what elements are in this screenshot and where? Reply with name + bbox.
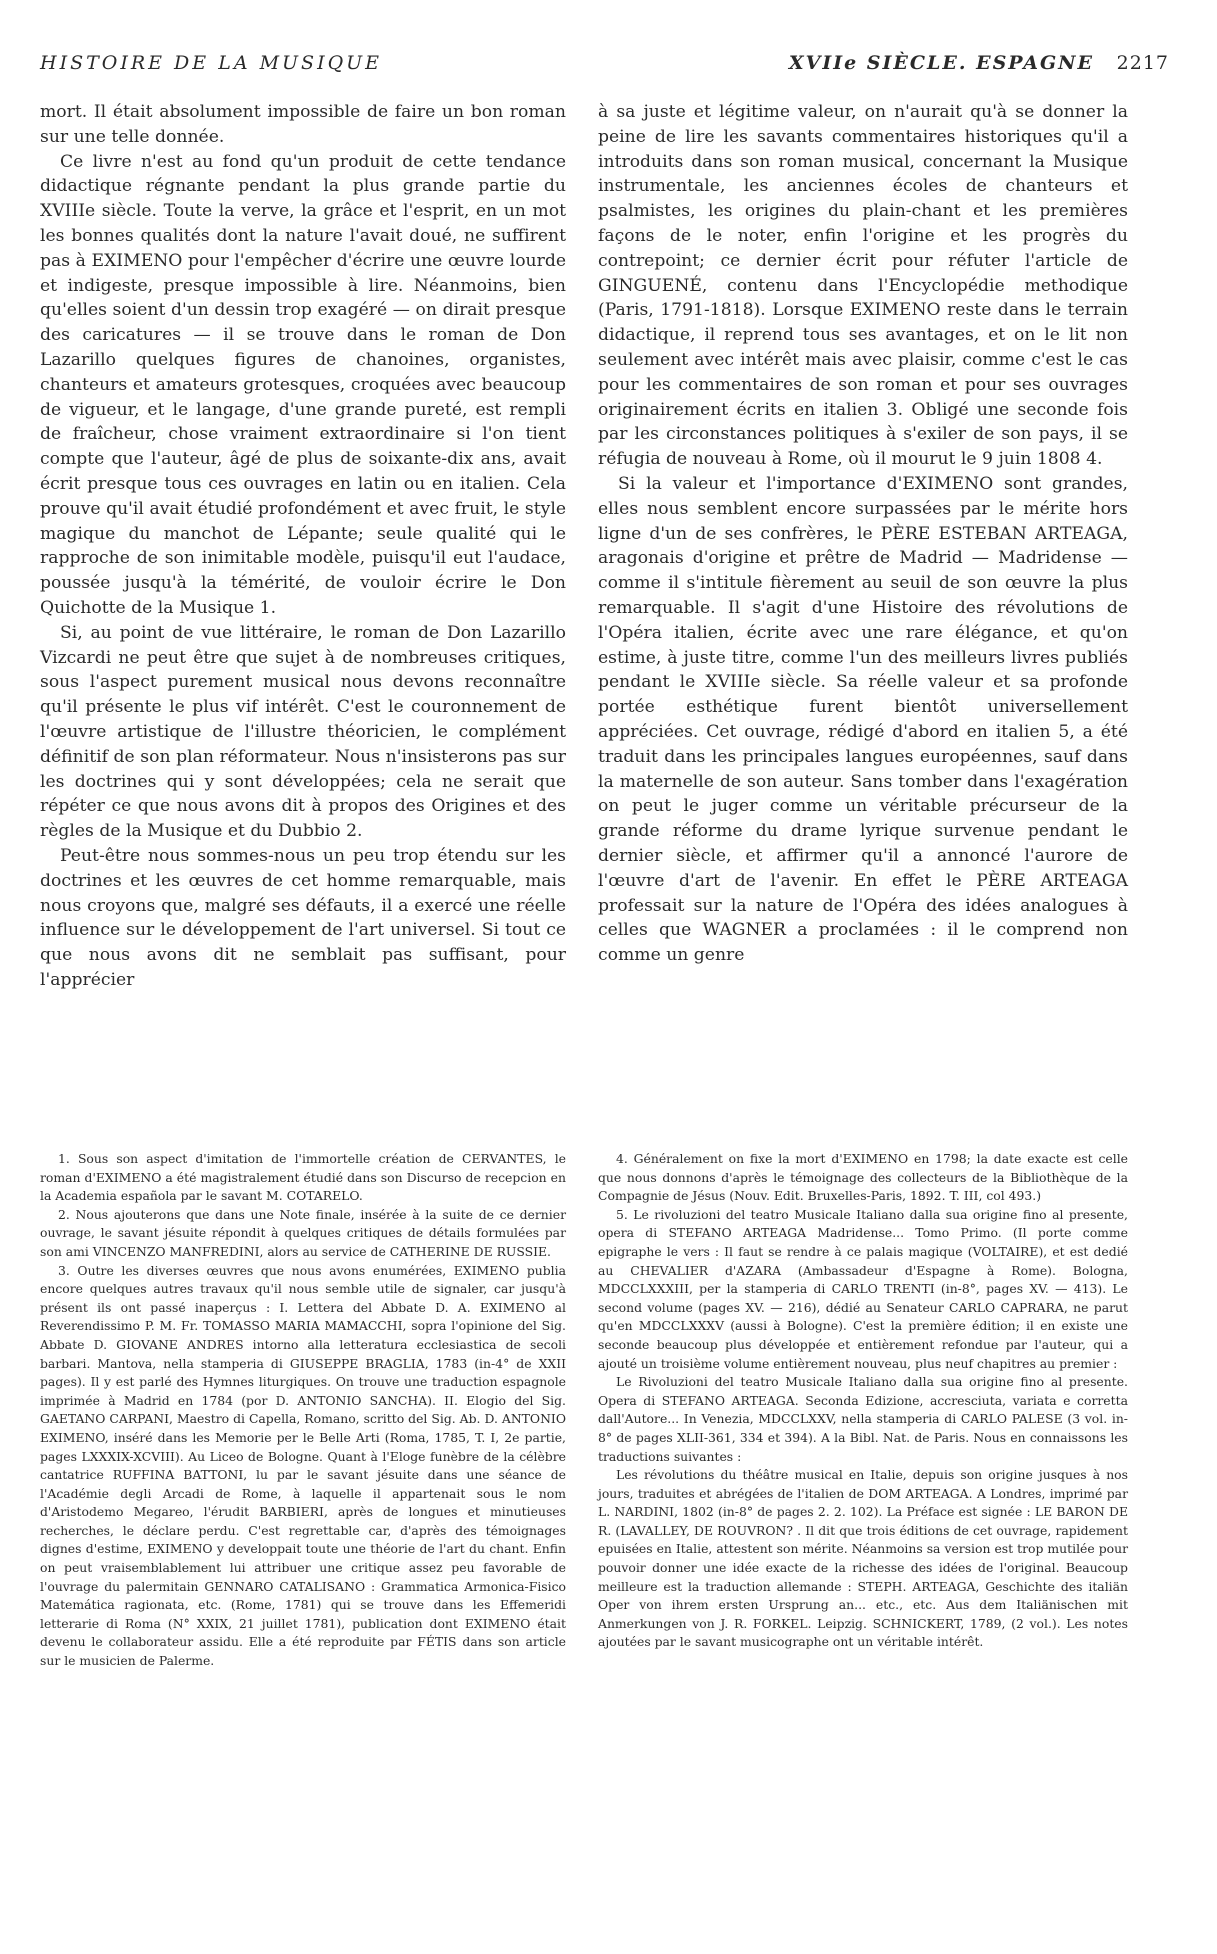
paragraph: Si la valeur et l'importance d'EXIMENO sont grandes, elles nous semblent encore surpassées par le mérite hors ligne d'un de ses confrères, le PÈRE ESTEBAN ARTEAGA, aragonais d'origine et prêtre de Madrid — Madridense — comme il s'intitule fièrement au seuil de son œuvre la plus remarquable. Il s'agit d'une Histoire des révolutions de l'Opéra italien, écrite avec une rare élégance, et qu'on estime, à juste titre, comme l'un des meilleurs livres publiés pendant le XVIIIe siècle. Sa réelle valeur et sa profonde portée esthétique furent bientôt universellement appréciées. Cet ouvrage, rédigé d'abord en italien 5, a été traduit dans les principales langues européennes, sauf dans la maternelle de son auteur. Sans tomber dans l'exagération on peut le juger comme un véritable précurseur de la grande réforme du drame lyrique survenue pendant le dernier siècle, et affirmer qu'il a annoncé l'aurore de l'œuvre d'art de l'avenir. En effet le PÈRE ARTEAGA professait sur la nature de l'Opéra des idées analogues à celles que WAGNER a proclamées : il le comprend non comme un genre bbox=[598, 473, 1128, 966]
paragraph: mort. Il était absolument impossible de faire un bon roman sur une telle donnée. bbox=[40, 102, 566, 147]
footnote: 5. Le rivoluzioni del teatro Musicale Italiano dalla sua origine fino al presente, opera di STEFANO ARTEAGA Madridense... Tomo Primo. (Il porte comme epigraphe le vers : Il faut se rendre à ce palais magique (VOLTAIRE), et est dedié au CHEVALIER d'AZARA (Ambassadeur d'Espagne à Rome). Bologna, MDCCLXXXIII, per la stamperia di CARLO TRENTI (in-8°, pages XV. — 413). Le second volume (pages XV. — 216), dédié au Senateur CARLO CAPRARA, ne parut qu'en MDCCLXXXV (aussi à Bologne). C'est la première édition; il en existe une seconde beaucoup plus développée et entièrement refondue par l'auteur, qui a ajouté un troisième volume entièrement nouveau, plus neuf chapitres au premier : bbox=[598, 1206, 1128, 1371]
running-header bbox=[40, 52, 1169, 82]
footnotes-right bbox=[598, 1150, 1128, 1652]
footnote: 1. Sous son aspect d'imitation de l'immortelle création de CERVANTES, le roman d'EXIMENO a été magistralement étudié dans son Discurso de recepcion en la Academia española par le savant M. COTARELO. bbox=[40, 1151, 566, 1204]
right-column bbox=[598, 100, 1128, 968]
header-title: HISTOIRE DE LA MUSIQUE bbox=[40, 52, 383, 74]
footnote: 3. Outre les diverses œuvres que nous avons enumérées, EXIMENO publia encore quelques autres travaux qu'il nous semble utile de signaler, car jusqu'à présent ils ont passé inaperçus : I. Lettera del Abbate D. A. EXIMENO al Reverendissimo P. M. Fr. TOMASSO MARIA MAMACCHI, sopra l'opinione del Sig. Abbate D. GIOVANE ANDRES intorno alla letteratura ecclesiastica de secoli barbari. Mantova, nella stamperia di GIUSEPPE BRAGLIA, 1783 (in-4° de XXII pages). Il y est parlé des Hymnes liturgiques. On trouve une traduction espagnole imprimée à Madrid en 1784 (por D. ANTONIO SANCHA). II. Elogio del Sig. GAETANO CARPANI, Maestro di Capella, Romano, scritto del Sig. Ab. D. ANTONIO EXIMENO, inséré dans les Memorie per le Belle Arti (Roma, 1785, T. I, 2e partie, pages LXXXIX-XCVIII). Au Liceo de Bologne. Quant à l'Eloge funèbre de la célèbre cantatrice RUFFINA BATTONI, lu par le savant jésuite dans une séance de l'Académie degli Arcadi de Rome, à laquelle il appartenait sous le nom d'Aristodemo Megareo, l'érudit BARBIERI, après de longues et minutieuses recherches, le déclare perdu. C'est regrettable car, d'après des témoignages dignes d'estime, EXIMENO y developpait toute une théorie de l'art du chant. Enfin on peut vraisemblablement lui attribuer une critique assez peu favorable de l'ouvrage du palermitain GENNARO CATALISANO : Grammatica Armonica-Fisico Matemática ragionata, etc. (Rome, 1781) qui se trouve dans les Effemeridi letterarie di Roma (N° XXIX, 21 juillet 1781), publication dont EXIMENO était devenu le collaborateur assidu. Elle a été reproduite par FÉTIS dans son article sur le musicien de Palerme. bbox=[40, 1262, 566, 1669]
paragraph: Si, au point de vue littéraire, le roman de Don Lazarillo Vizcardi ne peut être que sujet à de nombreuses critiques, sous l'aspect purement musical nous devons reconnaître qu'il présente le plus vif intérêt. C'est le couronnement de l'œuvre artistique de l'illustre théoricien, le complément définitif de son plan réformateur. Nous n'insisterons pas sur les doctrines qui y sont développées; cela ne serait que répéter ce que nous avons dit à propos des Origines et des règles de la Musique et du Dubbio 2. bbox=[40, 622, 566, 842]
paragraph: Peut-être nous sommes-nous un peu trop étendu sur les doctrines et les œuvres de cet homme remarquable, mais nous croyons que, malgré ses défauts, il a exercé une réelle influence sur le développement de l'art universel. Si tout ce que nous avons dit ne semblait pas suffisant, pour l'apprécier bbox=[40, 845, 566, 990]
footnote: 2. Nous ajouterons que dans une Note finale, insérée à la suite de ce dernier ouvrage, le savant jésuite répondit à quelques critiques de détails formulées par son ami VINCENZO MANFREDINI, alors au service de CATHERINE DE RUSSIE. bbox=[40, 1206, 566, 1259]
header-section-label: XVIIe SIÈCLE. ESPAGNE bbox=[788, 52, 1095, 74]
header-section bbox=[789, 52, 1169, 74]
footnotes-left bbox=[40, 1150, 566, 1671]
paragraph: à sa juste et légitime valeur, on n'aurait qu'à se donner la peine de lire les savants commentaires historiques qu'il a introduits dans son roman musical, concernant la Musique instrumentale, les anciennes écoles de chanteurs et psalmistes, les origines du plain-chant et les premières façons de le noter, enfin l'origine et les progrès du contrepoint; ce dernier écrit pour réfuter l'article de GINGUENÉ, contenu dans l'Encyclopédie methodique (Paris, 1791-1818). Lorsque EXIMENO reste dans le terrain didactique, il reprend tous ses avantages, et on le lit non seulement avec intérêt mais avec plaisir, comme c'est le cas pour les commentaires de son roman et pour ses ouvrages originairement écrits en italien 3. Obligé une seconde fois par les circonstances politiques à s'exiler de son pays, il se réfugia de nouveau à Rome, où il mourut le 9 juin 1808 4. bbox=[598, 102, 1128, 470]
left-column bbox=[40, 100, 566, 993]
footnote: 4. Généralement on fixe la mort d'EXIMENO en 1798; la date exacte est celle que nous donnons d'après le témoignage des collecteurs de la Bibliothèque de la Compagnie de Jésus (Nouv. Edit. Bruxelles-Paris, 1892. T. III, col 493.) bbox=[598, 1151, 1128, 1204]
paragraph: Ce livre n'est au fond qu'un produit de cette tendance didactique régnante pendant la plus grande partie du XVIIIe siècle. Toute la verve, la grâce et l'esprit, en un mot les bonnes qualités dont la nature l'avait doué, ne suffirent pas à EXIMENO pour l'empêcher d'écrire une œuvre lourde et indigeste, presque impossible à lire. Néanmoins, bien qu'elles soient d'un dessin trop exagéré — on dirait presque des caricatures — il se trouve dans le roman de Don Lazarillo quelques figures de chanoines, organistes, chanteurs et amateurs grotesques, croquées avec beaucoup de vigueur, et le langage, d'une grande pureté, est rempli de fraîcheur, chose vraiment extraordinaire si l'on tient compte que l'auteur, âgé de plus de soixante-dix ans, avait écrit presque tous ces ouvrages en latin ou en italien. Cela prouve qu'il avait étudié profondément et avec fruit, le style magique du manchot de Lépante; seule qualité qui le rapproche de son inimitable modèle, puisqu'il eut l'audace, poussée jusqu'à la témérité, de vouloir écrire le Don Quichotte de la Musique 1. bbox=[40, 151, 566, 618]
footnote: Le Rivoluzioni del teatro Musicale Italiano dalla sua origine fino al presente. Opera di STEFANO ARTEAGA. Seconda Edizione, accresciuta, variata e corretta dall'Autore... In Venezia, MDCCLXXV, nella stamperia di CARLO PALESE (3 vol. in-8° de pages XLII-361, 334 et 394). A la Bibl. Nat. de Paris. Nous en connaissons les traductions suivantes : bbox=[598, 1374, 1128, 1464]
page-number: 2217 bbox=[1116, 52, 1169, 74]
footnote: Les révolutions du théâtre musical en Italie, depuis son origine jusques à nos jours, traduites et abrégées de l'italien de DOM ARTEAGA. A Londres, imprimé par L. NARDINI, 1802 (in-8° de pages 2. 2. 102). La Préface est signée : LE BARON DE R. (LAVALLEY, DE ROUVRON? . Il dit que trois éditions de cet ouvrage, rapidement epuisées en Italie, attestent son mérite. Néanmoins sa version est trop mutilée pour pouvoir donner une idée exacte de la richesse des idées de l'original. Beaucoup meilleure est la traduction allemande : STEPH. ARTEAGA, Geschichte des italiän Oper von ihrem ersten Ursprung an... etc., etc. Aus dem Italiänischen mit Anmerkungen von J. R. FORKEL. Leipzig. SCHNICKERT, 1789, (2 vol.). Les notes ajoutées par le savant musicographe ont un véritable intérêt. bbox=[598, 1467, 1128, 1650]
